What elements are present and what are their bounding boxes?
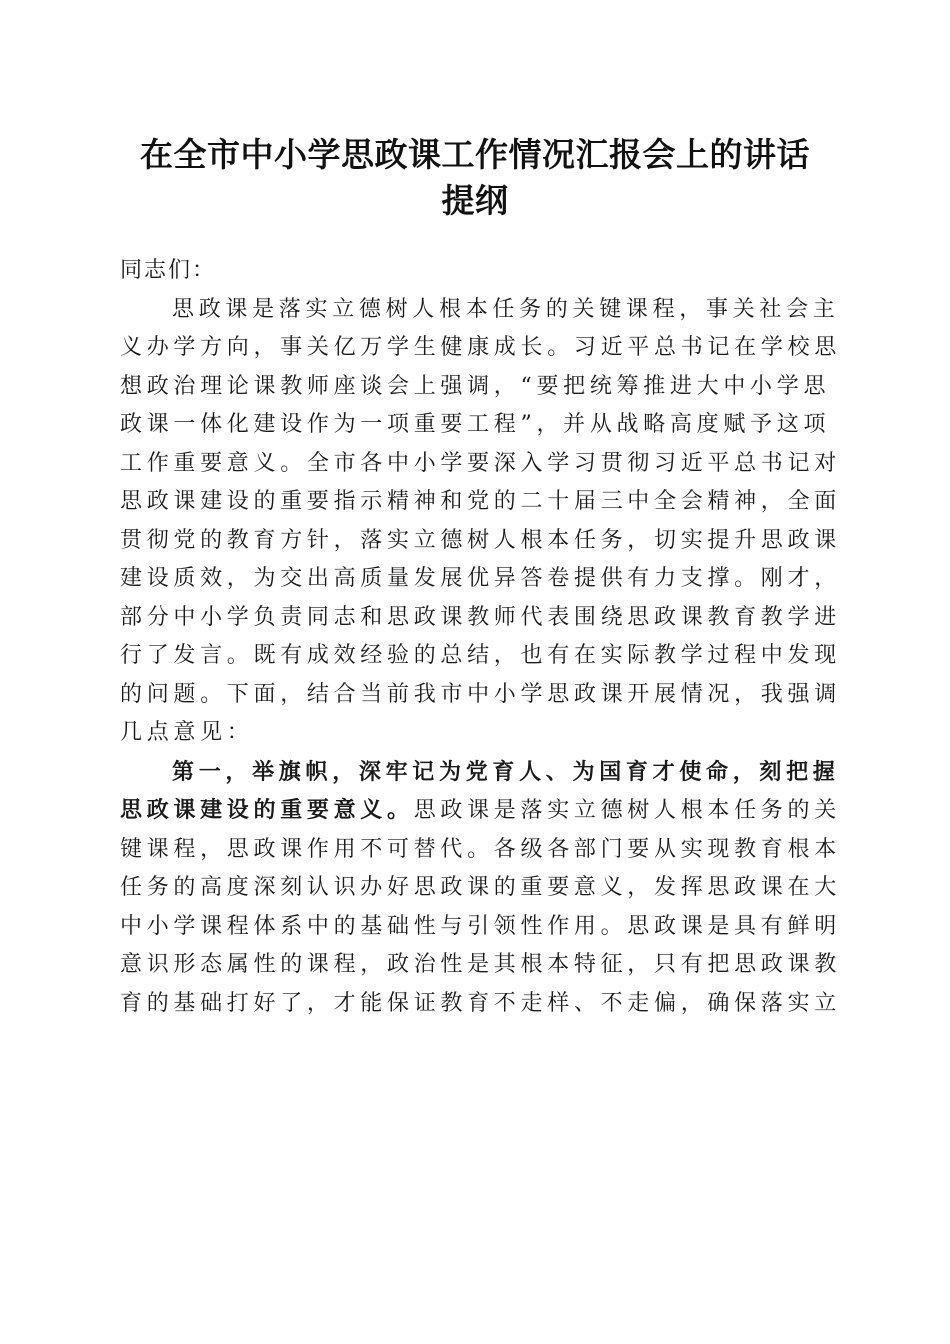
- paragraph-line: 政课一体化建设作为一项重要工程”，并从战略高度赋予这项: [120, 412, 831, 437]
- paragraph-line: [120, 791, 841, 831]
- paragraph-line: 任务的高度深刻认识办好思政课的重要意义，发挥思政课在大: [120, 875, 841, 900]
- paragraph-line: 思政课是落实立德树人根本任务的关键课程，事关社会主: [172, 296, 840, 322]
- paragraph-line: 工作重要意义。全市各中小学要深入学习贯彻习近平总书记对: [120, 450, 841, 476]
- paragraph-line: 的问题。下面，结合当前我市中小学思政课开展情况，我强调: [120, 681, 841, 707]
- document-title: [100, 132, 850, 224]
- title-line-2: 提纲: [441, 181, 509, 220]
- salutation: 同志们：: [120, 258, 217, 283]
- paragraph-point-one: [120, 753, 841, 1024]
- point-heading-tail: 思政课建设的重要意义。: [120, 797, 414, 823]
- paragraph-line: 想政治理论课教师座谈会上强调，“要把统筹推进大中小学思: [120, 373, 831, 399]
- paragraph-line: 育的基础打好了，才能保证教育不走样、不走偏，确保落实立: [120, 990, 841, 1016]
- paragraph-line: 贯彻党的教育方针，落实立德树人根本任务，切实提升思政课: [120, 527, 841, 553]
- paragraph-line: 部分中小学负责同志和思政课教师代表围绕思政课教育教学进: [120, 604, 841, 630]
- title-line-1: 在全市中小学思政课工作情况汇报会上的讲话: [140, 135, 810, 174]
- document-body: [120, 252, 841, 1023]
- paragraph-intro: [120, 291, 841, 753]
- paragraph-line: 中小学课程体系中的基础性与引领性作用。思政课是具有鲜明: [120, 913, 841, 939]
- paragraph-line: 意识形态属性的课程，政治性是其根本特征，只有把思政课教: [120, 952, 841, 977]
- paragraph-line: 行了发言。既有成效经验的总结，也有在实际教学过程中发现: [120, 643, 841, 668]
- paragraph-line: 义办学方向，事关亿万学生健康成长。习近平总书记在学校思: [120, 335, 841, 360]
- point-heading-line: 第一，举旗帜，深牢记为党育人、为国育才使命，刻把握: [172, 758, 840, 785]
- paragraph-line: 思政课建设的重要指示精神和党的二十届三中全会精神，全面: [120, 489, 841, 514]
- paragraph-line: 建设质效，为交出高质量发展优异答卷提供有力支撑。刚才，: [120, 566, 841, 591]
- paragraph-line: 几点意见：: [120, 720, 254, 745]
- point-text: 思政课是落实立德树人根本任务的关: [413, 798, 841, 823]
- paragraph-line: 键课程，思政课作用不可替代。各级各部门要从实现教育根本: [120, 836, 841, 862]
